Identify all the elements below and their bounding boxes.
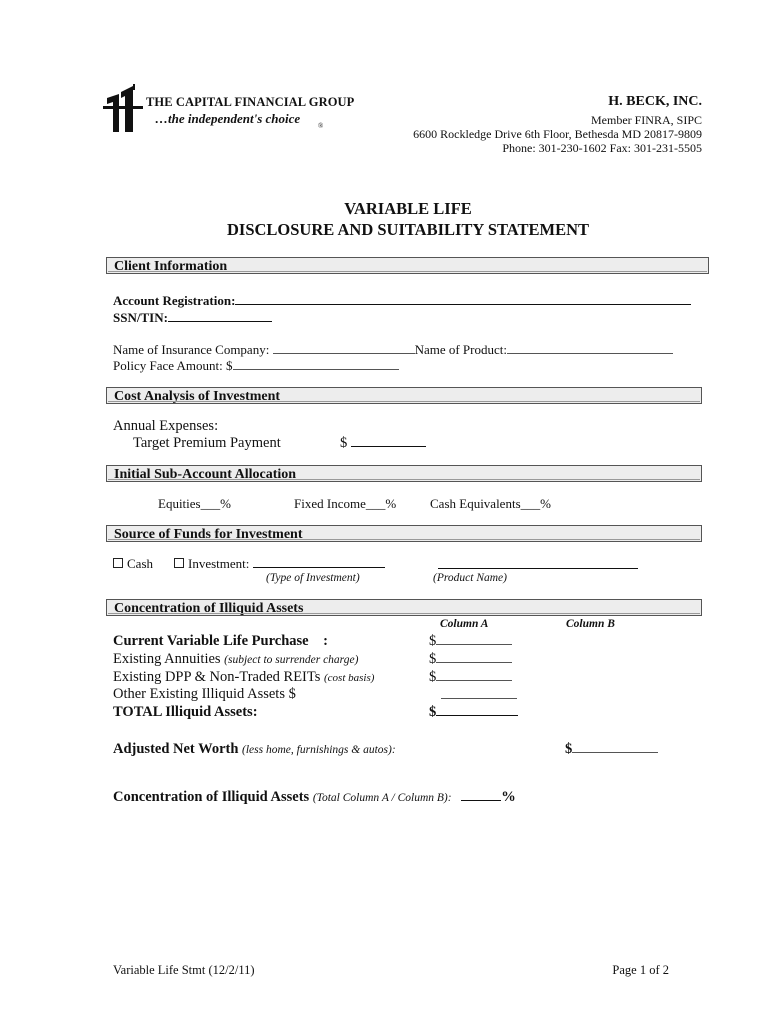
page-number: Page 1 of 2 <box>612 963 669 977</box>
adjusted-net-worth-col-b-field[interactable] <box>572 742 658 753</box>
col-a-dollar-1: $ <box>429 633 437 649</box>
col-b-dollar: $ <box>565 741 573 757</box>
existing-dpp-label: Existing DPP & Non-Traded REITs <box>113 669 321 685</box>
firm-membership: Member FINRA, SIPC <box>590 113 702 127</box>
col-a-dollar-2: $ <box>429 651 437 667</box>
type-of-investment-caption: (Type of Investment) <box>266 572 360 584</box>
target-premium-dollar-sign: $ <box>340 435 348 451</box>
concentration-ratio-field[interactable] <box>461 790 501 801</box>
investment-type-field[interactable] <box>253 557 385 568</box>
policy-face-amount-label: Policy Face Amount: $ <box>113 358 233 373</box>
account-registration-field[interactable] <box>235 294 691 305</box>
section-title: Initial Sub-Account Allocation <box>114 467 297 482</box>
existing-annuities-label: Existing Annuities <box>113 651 221 667</box>
section-header-client-information <box>106 257 709 274</box>
other-illiquid-label: Other Existing Illiquid Assets $ <box>113 686 296 702</box>
firm-name: H. BECK, INC. <box>608 94 702 109</box>
document-title-line-2: DISCLOSURE AND SUITABILITY STATEMENT <box>226 220 590 239</box>
concentration-percent-sign: % <box>501 789 516 805</box>
cash-checkbox[interactable] <box>113 558 123 568</box>
existing-dpp-col-a-field[interactable] <box>436 670 512 681</box>
cash-label: Cash <box>127 556 153 571</box>
current-purchase-col-a-field[interactable] <box>436 634 512 645</box>
col-a-dollar-total: $ <box>429 704 437 720</box>
equities-allocation-field[interactable]: Equities___% <box>158 496 231 511</box>
adjusted-net-worth-label: Adjusted Net Worth <box>113 741 239 757</box>
ssn-tin-field[interactable] <box>168 311 272 322</box>
current-purchase-colon: : <box>323 633 328 649</box>
product-name-caption: (Product Name) <box>433 572 507 584</box>
logo-company-name: THE CAPITAL FINANCIAL GROUP <box>146 95 355 109</box>
capital-financial-group-logo-icon <box>103 84 143 132</box>
section-title: Concentration of Illiquid Assets <box>114 601 304 616</box>
logo-registered-mark: ® <box>318 122 324 130</box>
existing-dpp-note: (cost basis) <box>324 672 375 684</box>
column-a-header: Column A <box>440 618 489 630</box>
total-illiquid-label: TOTAL Illiquid Assets: <box>113 704 258 720</box>
account-registration-label: Account Registration: <box>113 293 236 308</box>
investment-product-name-field[interactable] <box>438 568 638 569</box>
other-illiquid-col-a-field[interactable] <box>441 698 517 699</box>
total-illiquid-col-a-field[interactable] <box>436 705 518 716</box>
concentration-ratio-label: Concentration of Illiquid Assets <box>113 789 310 805</box>
adjusted-net-worth-note: (less home, furnishings & autos): <box>242 744 396 756</box>
document-title-line-1: VARIABLE LIFE <box>344 199 472 218</box>
section-title: Cost Analysis of Investment <box>114 389 281 404</box>
form-identifier: Variable Life Stmt (12/2/11) <box>113 963 255 977</box>
firm-phone-fax: Phone: 301-230-1602 Fax: 301-231-5505 <box>502 141 702 155</box>
column-b-header: Column B <box>566 618 615 630</box>
fixed-income-allocation-field[interactable]: Fixed Income___% <box>294 496 397 511</box>
section-header-cost-analysis <box>106 387 702 404</box>
section-header-sub-account-allocation <box>106 465 702 482</box>
firm-address: 6600 Rockledge Drive 6th Floor, Bethesda MD 20817-9809 <box>413 127 702 141</box>
section-header-source-of-funds <box>106 525 702 542</box>
insurance-company-label: Name of Insurance Company: <box>113 342 270 357</box>
target-premium-field[interactable] <box>351 436 426 447</box>
ssn-tin-label: SSN/TIN: <box>113 310 168 325</box>
product-name-field[interactable] <box>507 343 673 354</box>
logo-tagline: …the independent's choice <box>155 111 301 126</box>
cash-equivalents-allocation-field[interactable]: Cash Equivalents___% <box>430 496 551 511</box>
current-purchase-label: Current Variable Life Purchase <box>113 633 309 649</box>
policy-face-amount-field[interactable] <box>233 359 399 370</box>
existing-annuities-col-a-field[interactable] <box>436 652 512 663</box>
existing-annuities-note: (subject to surrender charge) <box>224 654 359 666</box>
col-a-dollar-3: $ <box>429 669 437 685</box>
annual-expenses-label: Annual Expenses: <box>113 418 219 434</box>
product-name-label: Name of Product: <box>414 342 507 357</box>
insurance-company-field[interactable] <box>273 343 415 354</box>
investment-label: Investment: <box>188 556 250 571</box>
section-title: Client Information <box>114 259 228 274</box>
section-header-concentration <box>106 599 702 616</box>
concentration-ratio-note: (Total Column A / Column B): <box>312 792 452 804</box>
investment-checkbox[interactable] <box>174 558 184 568</box>
section-title: Source of Funds for Investment <box>114 527 303 542</box>
target-premium-label: Target Premium Payment <box>133 435 281 451</box>
